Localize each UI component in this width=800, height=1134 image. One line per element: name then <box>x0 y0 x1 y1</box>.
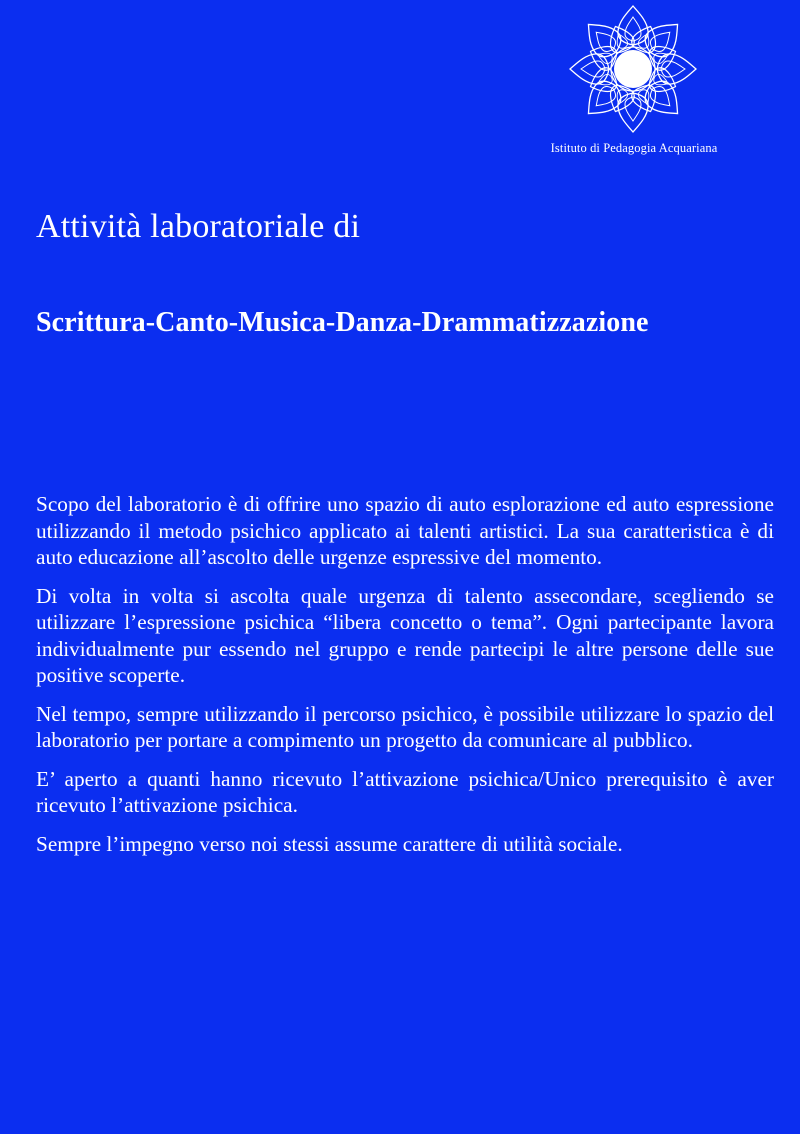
paragraph-method: Di volta in volta si ascolta quale urgenza di talento assecondare, scegliendo se utilizzare l’espressione psichica “libera concetto o tema”. Ogni partecipante lavora individualmente pur essendo nel gruppo e rende partecipi le altre persone delle sue positive scoperte. <box>36 583 774 687</box>
paragraph-prerequisite: E’ aperto a quanti hanno ricevuto l’attivazione psichica/Unico prerequisito è aver ricevuto l’attivazione psichica. <box>36 766 774 817</box>
intro-title: Attività laboratoriale di <box>36 208 361 245</box>
paragraph-purpose: Scopo del laboratorio è di offrire uno spazio di auto esplorazione ed auto espressione utilizzando il metodo psichico applicato ai talenti artistici. La sua caratteristica è di auto educazione all’ascolto delle urgenze espressive del momento. <box>36 492 774 569</box>
org-name: Istituto di Pedagogia Acquariana <box>550 141 718 155</box>
main-title: Scrittura-Canto-Musica-Danza-Drammatizzazione <box>36 307 649 338</box>
paragraph-social-value: Sempre l’impegno verso noi stessi assume carattere di utilità sociale. <box>36 831 623 856</box>
description-text <box>36 491 774 869</box>
lotus-mandala-icon <box>566 2 700 136</box>
paragraph-project: Nel tempo, sempre utilizzando il percorso psichico, è possibile utilizzare lo spazio del laboratorio per portare a compimento un progetto da comunicare al pubblico. <box>36 701 774 752</box>
